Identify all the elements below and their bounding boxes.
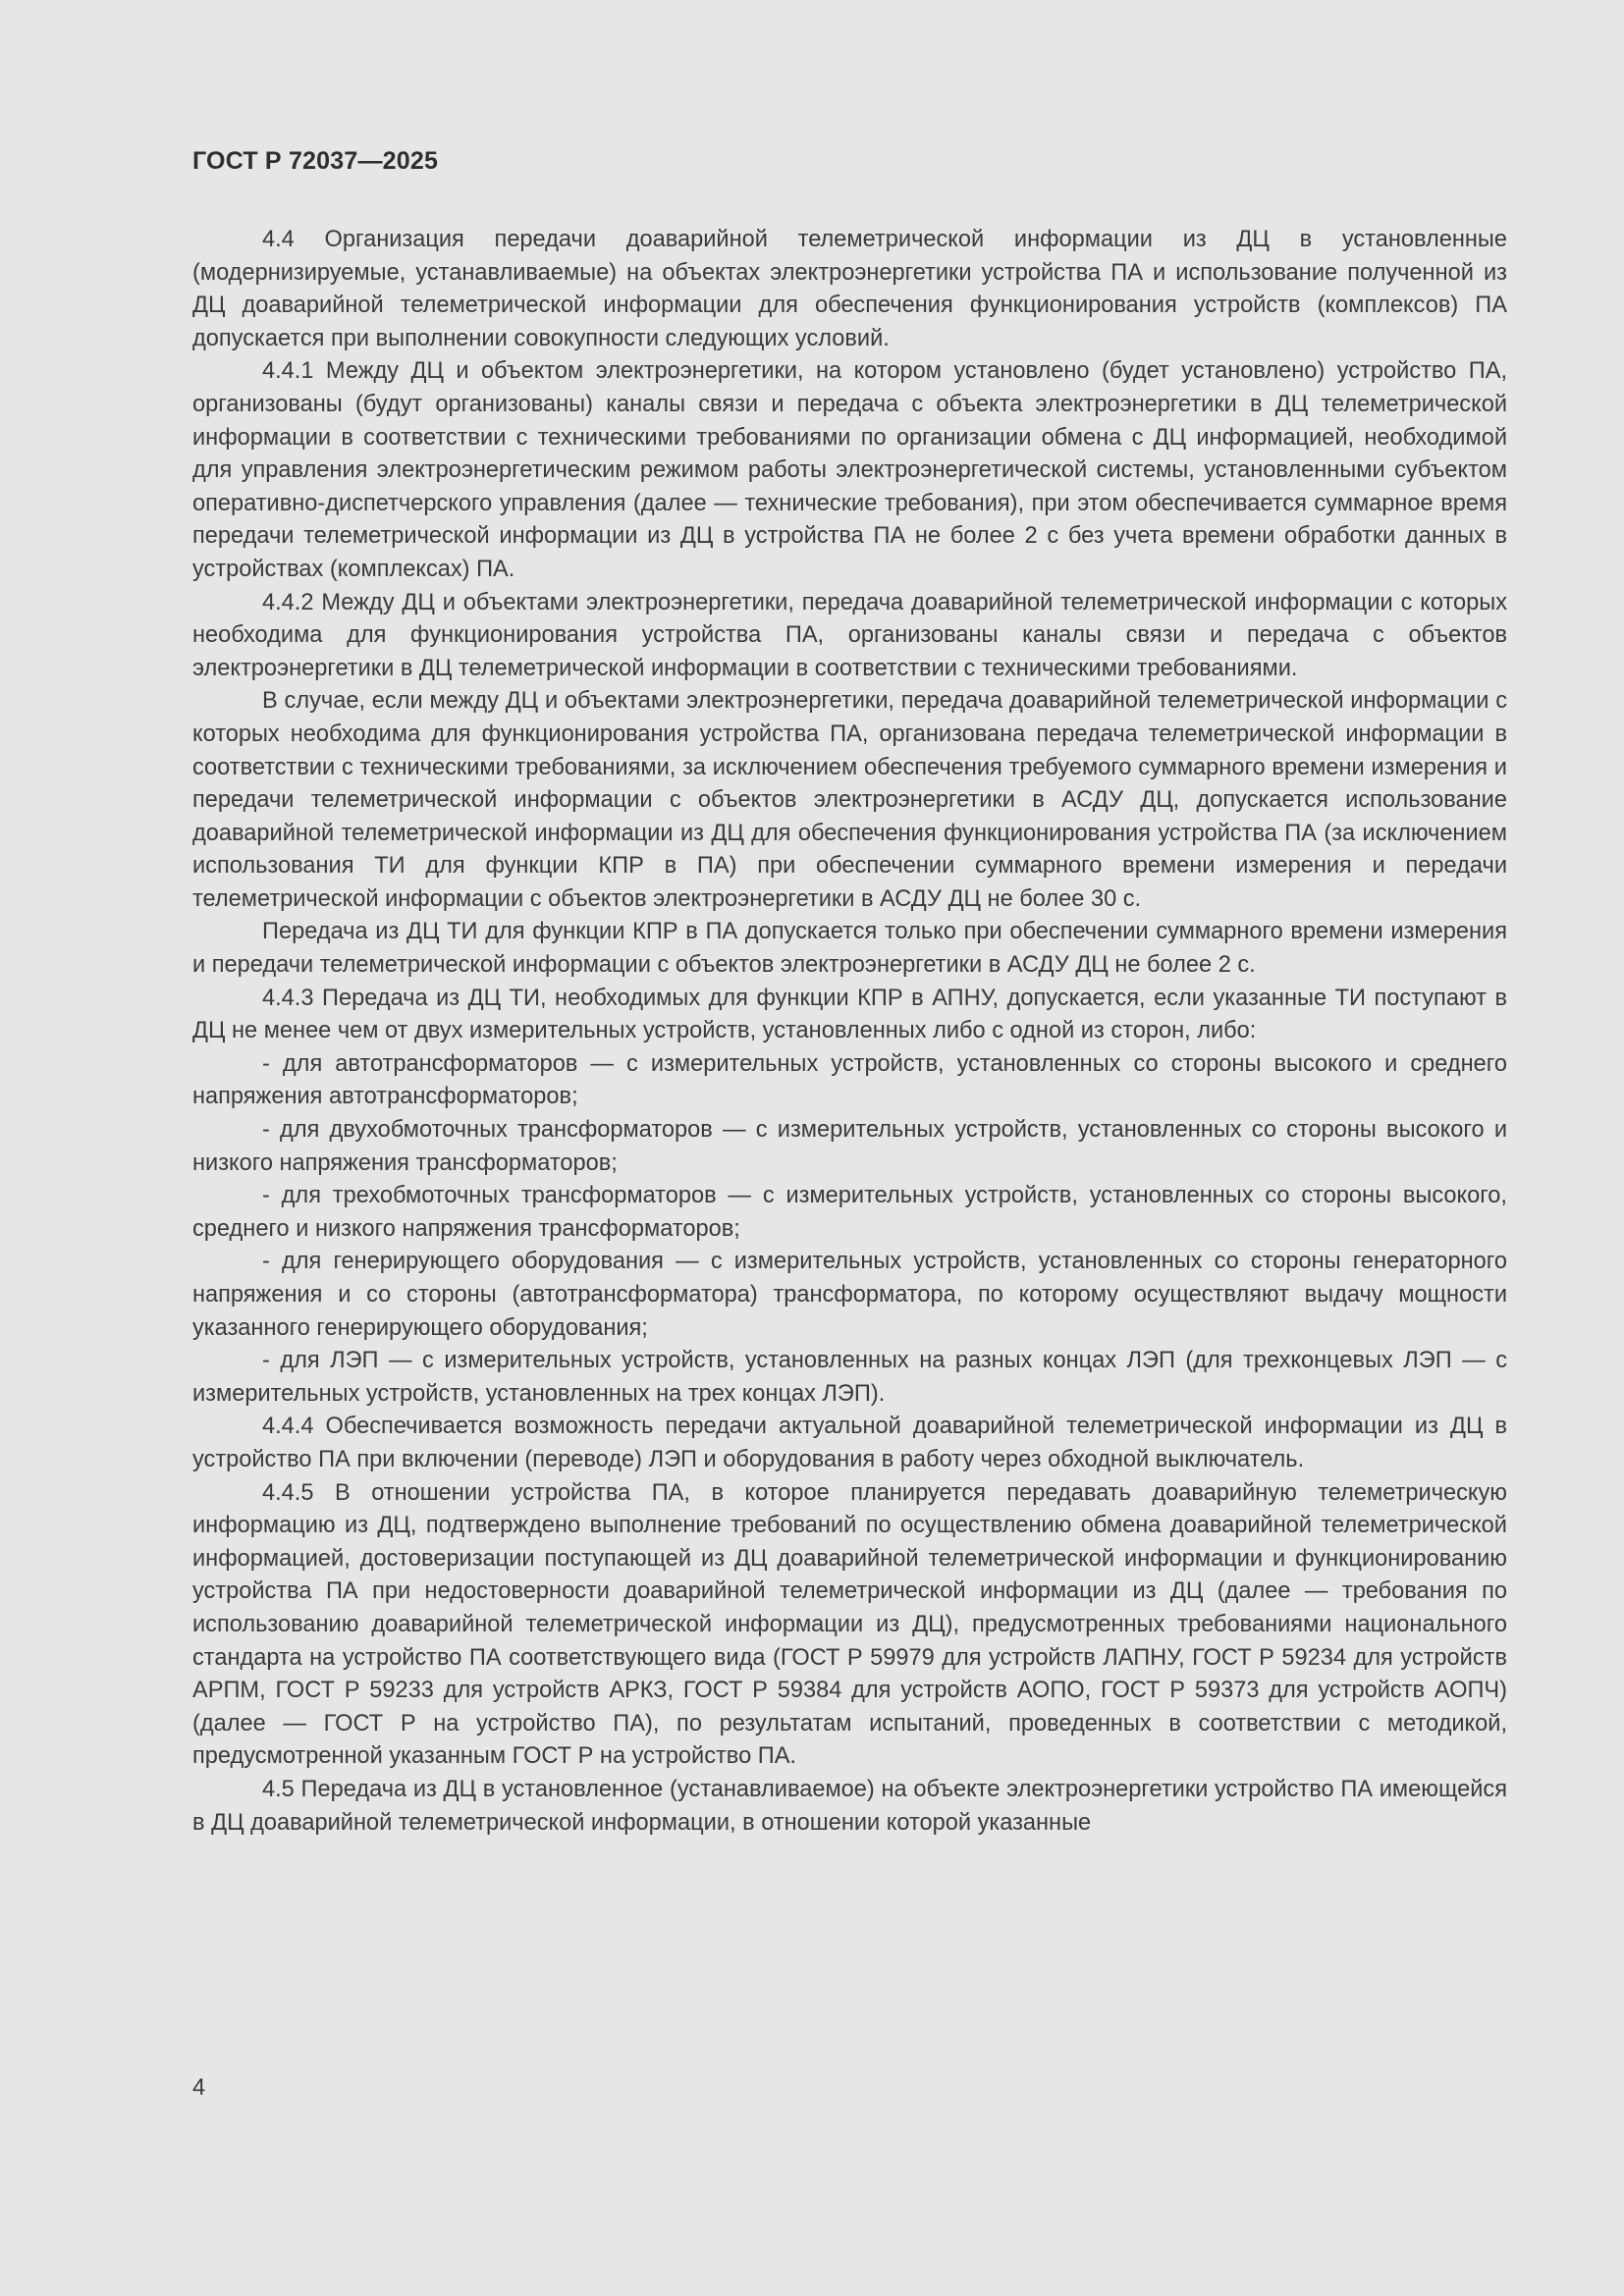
paragraph: Передача из ДЦ ТИ для функции КПР в ПА допускается только при обеспечении суммарного времени измерения и передачи телеметрической информации с объектов электроэнергетики в АСДУ ДЦ не более 2 с. [192,919,1507,979]
list-item: - для ЛЭП — с измерительных устройств, установленных на разных концах ЛЭП (для трехконцевых ЛЭП — с измерительных устройств, установленных на трех концах ЛЭП). [192,1348,1507,1407]
list-item: - для автотрансформаторов — с измерительных устройств, установленных со стороны высокого и среднего напряжения автотрансформаторов; [192,1050,1507,1110]
paragraph: 4.5 Передача из ДЦ в установленное (устанавливаемое) на объекте электроэнергетики устройство ПА имеющейся в ДЦ доаварийной телеметрической информации, в отношении которой указанные [192,1776,1507,1836]
paragraph: 4.4.1 Между ДЦ и объектом электроэнергетики, на котором установлено (будет установлено) устройство ПА, организованы (будут организованы) каналы связи и передача с объекта электроэнергетики в ДЦ телеметрической информации в соответствии с техническими требованиями по организации обмена с ДЦ информацией, необходимой для управления электроэнергетическим режимом работы электроэнергетической системы, установленными субъектом оперативно-диспетчерского управления (далее — технические требования), при этом обеспечивается суммарное время передачи телеметрической информации из ДЦ в устройства ПА не более 2 с без учета времени обработки данных в устройствах (комплексах) ПА. [192,358,1507,582]
paragraph: 4.4.4 Обеспечивается возможность передачи актуальной доаварийной телеметрической информации из ДЦ в устройство ПА при включении (переводе) ЛЭП и оборудования в работу через обходной выключатель. [192,1414,1507,1472]
list-item: - для трехобмоточных трансформаторов — с измерительных устройств, установленных со стороны высокого, среднего и низкого напряжения трансформаторов; [192,1183,1507,1242]
paragraph: В случае, если между ДЦ и объектами электроэнергетики, передача доаварийной телеметрической информации с которых необходима для функционирования устройства ПА, организована передача телеметрической информации в соответствии с техническими требованиями, за исключением обеспечения требуемого суммарного времени измерения и передачи телеметрической информации с объектов электроэнергетики в АСДУ ДЦ, допускается использование доаварийной телеметрической информации из ДЦ для обеспечения функционирования устройства ПА (за исключением использования ТИ для функции КПР в ПА) при обеспечении суммарного времени измерения и передачи телеметрической информации с объектов электроэнергетики в АСДУ ДЦ не более 30 с. [192,688,1507,912]
document-body [192,224,1507,1840]
paragraph: 4.4.5 В отношении устройства ПА, в которое планируется передавать доаварийную телеметрическую информацию из ДЦ, подтверждено выполнение требований по осуществлению обмена доаварийной телеметрической информацией, достоверизации поступающей из ДЦ доаварийной телеметрической информации и функционированию устройства ПА при недостоверности доаварийной телеметрической информации из ДЦ (далее — требования по использованию доаварийной телеметрической информации из ДЦ), предусмотренных требованиями национального стандарта на устройство ПА соответствующего вида (ГОСТ Р 59979 для устройств ЛАПНУ, ГОСТ Р 59234 для устройств АРПМ, ГОСТ Р 59233 для устройств АРКЗ, ГОСТ Р 59384 для устройств АОПО, ГОСТ Р 59373 для устройств АОПЧ) (далее — ГОСТ Р на устройство ПА), по результатам испытаний, проведенных в соответствии с методикой, предусмотренной указанным ГОСТ Р на устройство ПА. [192,1479,1507,1770]
paragraph: 4.4.2 Между ДЦ и объектами электроэнергетики, передача доаварийной телеметрической информации с которых необходима для функционирования устройства ПА, организованы каналы связи и передача с объектов электроэнергетики в ДЦ телеметрической информации в соответствии с техническими требованиями. [192,589,1507,681]
paragraph: 4.4 Организация передачи доаварийной телеметрической информации из ДЦ в установленные (модернизируемые, устанавливаемые) на объектах электроэнергетики устройства ПА и использование полученной из ДЦ доаварийной телеметрической информации для обеспечения функционирования устройств (комплексов) ПА допускается при выполнении совокупности следующих условий. [192,227,1507,351]
list-item: - для двухобмоточных трансформаторов — с измерительных устройств, установленных со стороны высокого и низкого напряжения трансформаторов; [192,1117,1507,1176]
document-header: ГОСТ Р 72037—2025 [192,147,439,175]
page-number: 4 [192,2075,206,2101]
paragraph: 4.4.3 Передача из ДЦ ТИ, необходимых для функции КПР в АПНУ, допускается, если указанные ТИ поступают в ДЦ не менее чем от двух измерительных устройств, установленных либо с одной из сторон, либо: [192,985,1507,1044]
list-item: - для генерирующего оборудования — с измерительных устройств, установленных со стороны генераторного напряжения и со стороны (автотрансформатора) трансформатора, по которому осуществляют выдачу мощности указанного генерирующего оборудования; [192,1249,1507,1341]
